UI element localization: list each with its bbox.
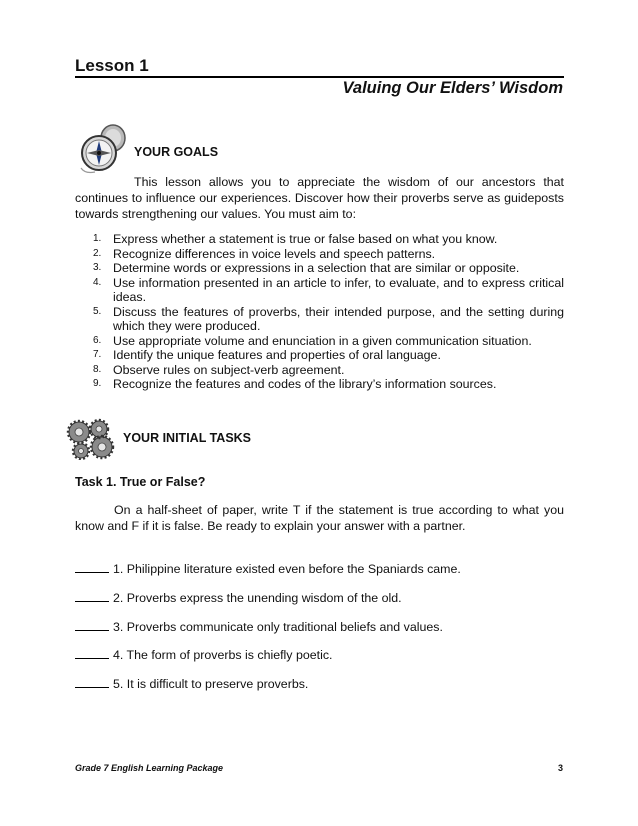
page-number: 3	[557, 763, 563, 773]
goal-item: 5. Discuss the features of proverbs, their intended purpose, and the setting during which they were produced.	[93, 304, 564, 333]
answer-blank	[75, 619, 109, 631]
answer-blank	[75, 561, 109, 573]
task1-instructions: On a half-sheet of paper, write T if the statement is true according to what you know and F if it is false. Be ready to explain your answer with a partner.	[75, 503, 564, 533]
goals-heading: YOUR GOALS	[134, 145, 219, 159]
goals-intro: This lesson allows you to appreciate the wisdom of our ancestors that continues to influence our experiences. Discover how their proverbs serve as guideposts towards strengthening our values. You must aim to:	[75, 175, 564, 221]
lesson-title: Lesson 1	[75, 56, 149, 75]
answer-blank	[75, 590, 109, 602]
statement-item: 1. Philippine literature existed even before the Spaniards came.	[75, 561, 461, 576]
footer-title: Grade 7 English Learning Package	[75, 763, 224, 773]
compass-icon	[75, 122, 129, 176]
goal-item: 3. Determine words or expressions in a selection that are similar or opposite.	[93, 261, 520, 275]
lesson-subtitle: Valuing Our Elders’ Wisdom	[342, 79, 563, 97]
goal-item: 9. Recognize the features and codes of the library’s information sources.	[93, 377, 497, 391]
answer-blank	[75, 647, 109, 659]
statement-item: 2. Proverbs express the unending wisdom of the old.	[75, 590, 402, 605]
goal-item: 7. Identify the unique features and properties of oral language.	[93, 348, 441, 362]
goal-item: 1. Express whether a statement is true or false based on what you know.	[93, 232, 498, 246]
goal-item: 8. Observe rules on subject-verb agreement.	[93, 362, 345, 377]
statement-item: 5. It is difficult to preserve proverbs.	[75, 676, 308, 691]
title-rule	[75, 76, 564, 78]
statement-item: 3. Proverbs communicate only traditional beliefs and values.	[75, 619, 443, 634]
statement-item: 4. The form of proverbs is chiefly poetic.	[75, 647, 332, 662]
tasks-heading: YOUR INITIAL TASKS	[123, 431, 252, 445]
goal-item: 6. Use appropriate volume and enunciation in a given communication situation.	[93, 333, 532, 348]
goal-item: 2. Recognize differences in voice levels and speech patterns.	[93, 246, 436, 261]
goal-item: 4. Use information presented in an article to infer, to evaluate, and to express critical ideas.	[93, 275, 564, 304]
goals-list	[75, 232, 564, 392]
answer-blank	[75, 676, 109, 688]
gears-icon	[66, 418, 118, 460]
task1-title: Task 1. True or False?	[75, 475, 206, 489]
